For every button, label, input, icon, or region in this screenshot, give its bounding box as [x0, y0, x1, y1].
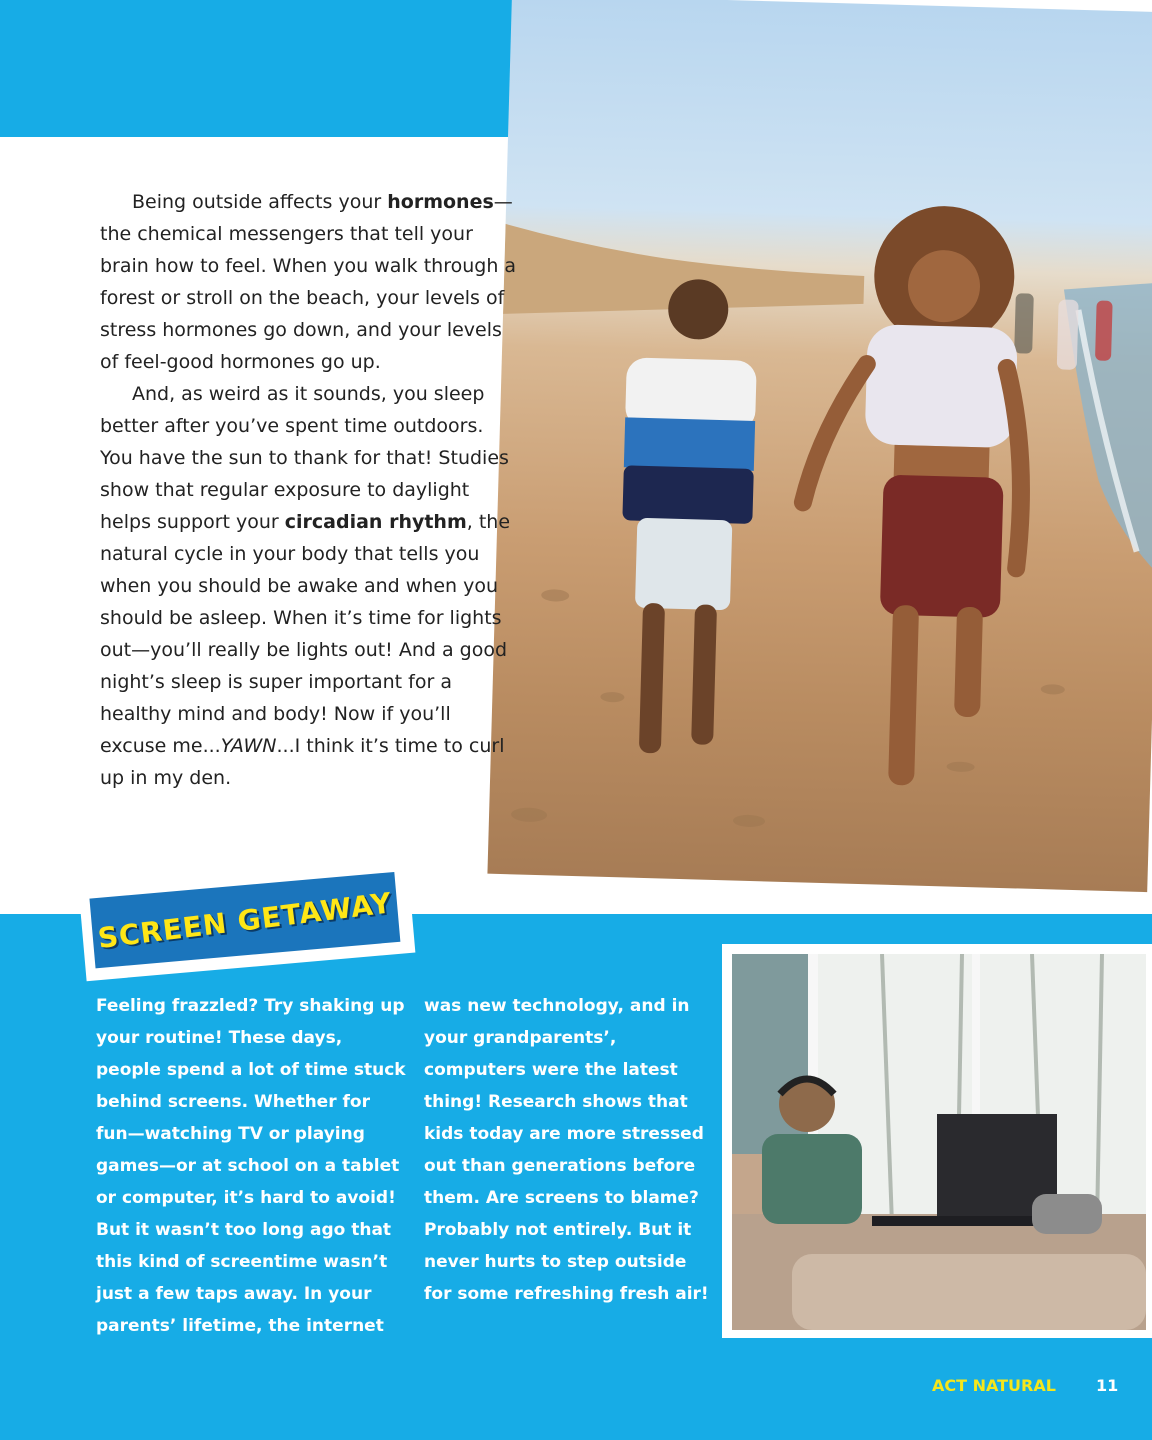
- p2-text-c: ...I think it’s time to curl up in my den.: [100, 735, 505, 789]
- beach-illustration: [487, 0, 1152, 892]
- laptop-photo-frame: [722, 944, 1152, 1338]
- sidebar-title: SCREEN GETAWAY: [95, 885, 394, 955]
- p2-text-b: , the natural cycle in your body that tells you when you should be awake and when you should be asleep. When it’s time for lights out—you’ll really be lights out! And a good night’s sleep is super important for a healthy mind and body! Now if you’ll excuse me...: [100, 511, 511, 757]
- boy-laptop-photo: [732, 954, 1146, 1330]
- sidebar-column-2: was new technology, and in your grandparents’, computers were the latest thing! Research shows that kids today are more stressed out than generations before them. Are screens to blame? Probably not entirely. But it never hurts to step outside for some refreshing fresh air!: [424, 996, 709, 1304]
- p1-text-b: —the chemical messengers that tell your brain how to feel. When you walk through a forest or stroll on the beach, your levels of stress hormones go down, and your levels of feel-good hormones go up.: [100, 191, 517, 373]
- yawn-italic: YAWN: [220, 735, 277, 757]
- sidebar-column-1: Feeling frazzled? Try shaking up your routine! These days, people spend a lot of time stuck behind screens. Whether for fun—watching TV or playing games—or at school on a tablet or computer, it’s hard to avoid! But it wasn’t too long ago that this kind of screentime wasn’t just a few taps away. In your parents’ lifetime, the internet: [96, 996, 406, 1336]
- paragraph-hormones: [100, 186, 520, 378]
- p1-text-a: Being outside affects your: [132, 191, 388, 213]
- laptop-illustration: [732, 954, 1146, 1330]
- main-body-text: [100, 186, 520, 794]
- top-blue-band: [0, 0, 545, 137]
- paragraph-sleep: [100, 378, 520, 794]
- page-number: 11: [1096, 1376, 1119, 1395]
- term-hormones: hormones: [387, 191, 494, 213]
- beach-kids-photo: [487, 0, 1152, 892]
- term-circadian-rhythm: circadian rhythm: [284, 511, 467, 533]
- footer-section-label: ACT NATURAL: [932, 1376, 1056, 1395]
- p2-text-a: And, as weird as it sounds, you sleep better after you’ve spent time outdoors. You have the sun to thank for that! Studies show that regular exposure to daylight helps support your: [100, 383, 509, 533]
